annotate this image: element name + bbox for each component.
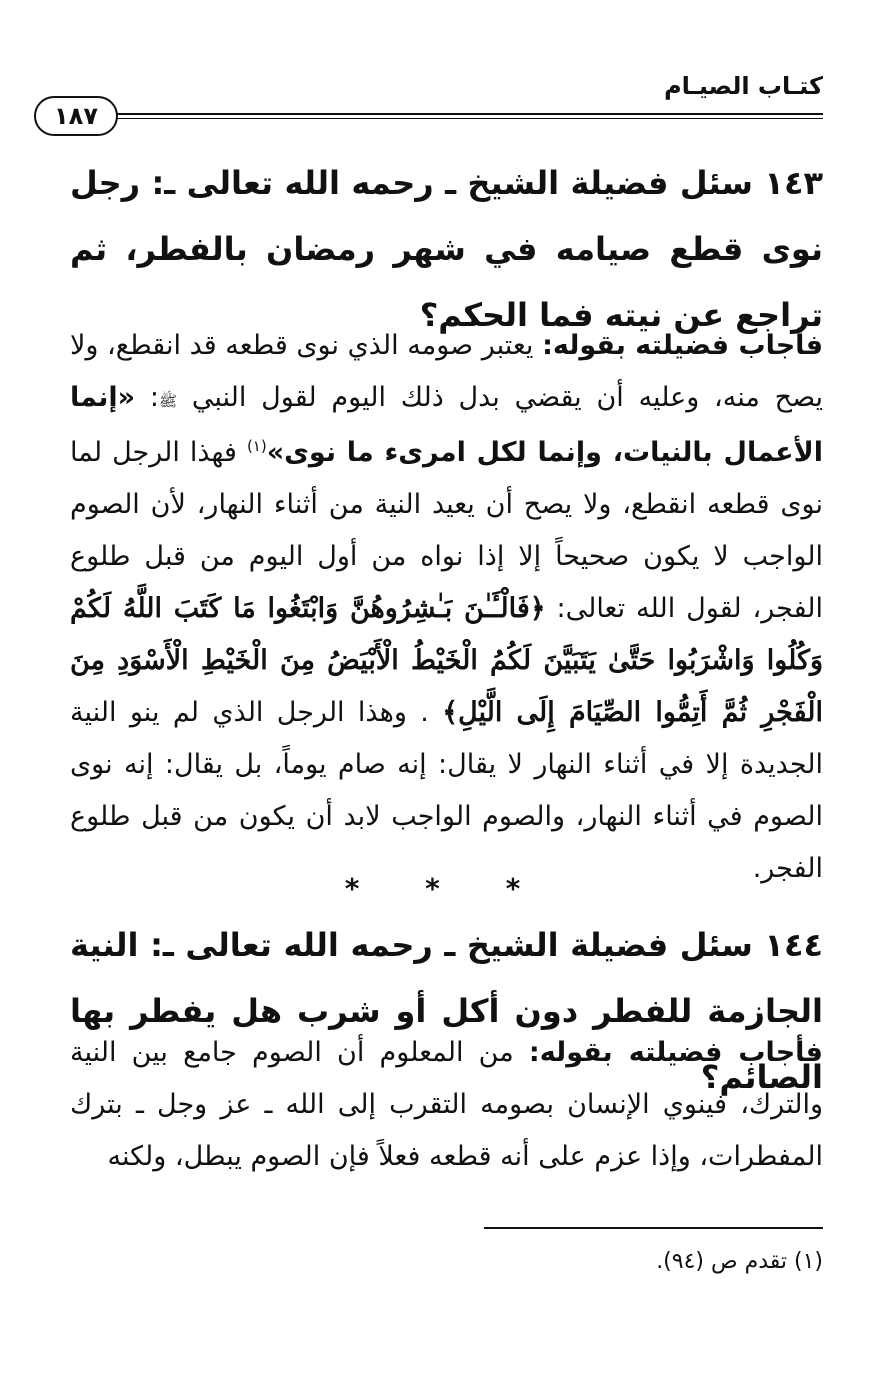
footnote: (١) تقدم ص (٩٤). xyxy=(656,1249,823,1274)
quran-verse: ﴿فَالْـَٔـٰنَ بَـٰشِرُوهُنَّ وَابْتَغُوا مَا كَتَبَ اللَّهُ لَكُمْ وَكُلُوا وَاشْرَبُوا حَتَّىٰ يَتَبَيَّنَ لَكُمُ الْخَيْطُ الْأَبْيَضُ مِنَ الْخَيْطِ الْأَسْوَدِ مِنَ الْفَجْرِ ثُمَّ أَتِمُّوا الصِّيَامَ إِلَى الَّيْلِ﴾ xyxy=(70,593,823,728)
hadith-quote: «إنما الأعمال بالنيات، وإنما لكل امرىء ما نوى» xyxy=(70,382,823,468)
answer-text: . وهذا الرجل الذي لم ينو النية الجديدة إلا في أثناء النهار لا يقال: إنه صام يوماً، بل يقال: إنه نوى الصوم في أثناء النهار، والصوم الواجب لابد أن يكون من قبل طلوع الفجر. xyxy=(70,697,823,884)
answer-label: فأجاب فضيلته بقوله: xyxy=(542,330,823,361)
header-rule xyxy=(115,113,823,115)
answer-text: يعتبر صومه الذي نوى قطعه قد انقطع، ولا يصح منه، وعليه أن يقضي بدل ذلك اليوم لقول النبي xyxy=(70,330,823,413)
footnote-ref: (١) xyxy=(246,437,267,455)
question-144: ١٤٤ سئل فضيلة الشيخ ـ رحمه الله تعالى ـ: النية الجازمة للفطر دون أكل أو شرب هل يفطر بها الصائم؟ xyxy=(70,926,823,1096)
answer-text: فهذا الرجل لما نوى قطعه انقطع، ولا يصح أن يعيد النية من أثناء النهار، لأن الصوم الواجب لا يكون صحيحاً إلا إذا نواه من أول اليوم من قبل طلوع الفجر، لقول الله تعالى: xyxy=(70,437,823,624)
salutation-glyph: ﷺ xyxy=(158,392,178,410)
question-143: ١٤٣ سئل فضيلة الشيخ ـ رحمه الله تعالى ـ: رجل نوى قطع صيامه في شهر رمضان بالفطر، ثم تراجع عن نيته فما الحكم؟ xyxy=(70,164,823,334)
answer-text: من المعلوم أن الصوم جامع بين النية والترك، فينوي الإنسان بصومه التقرب إلى الله ـ عز وجل ـ بترك المفطرات، وإذا عزم على أنه قطعه فعلاً فإن الصوم يبطل، ولكنه xyxy=(70,1037,823,1172)
header-rule-thin xyxy=(115,118,823,119)
page-number: ١٨٧ xyxy=(34,96,118,136)
footnote-rule xyxy=(484,1227,823,1229)
answer-144 xyxy=(70,1027,823,1183)
section-separator: * * * xyxy=(344,872,549,905)
answer-143: فأجاب فضيلته بقوله: يعتبر صومه الذي نوى قطعه قد انقطع، ولا يصح منه، وعليه أن يقضي بدل ذلك اليوم لقول النبي ﷺ: «إنما الأعمال بالنيات، وإنما لكل امرىء ما نوى»$^{(١)}$ فهذا الرجل لما نوى قطعه انقطع، ولا يصح أن يعيد النية من أثناء النهار، لأن الصوم الواجب لا يكون صحيحاً إلا إذا نواه من أول اليوم من قبل طلوع الفجر، لقول الله تعالى: ﴿فَالْـَٔـٰنَ بَـٰشِرُوهُنَّ وَابْتَغُوا مَا كَتَبَ اللَّهُ لَكُمْ وَكُلُوا وَاشْرَبُوا حَتَّىٰ يَتَبَيَّنَ لَكُمُ الْخَيْطُ الْأَبْيَضُ مِنَ الْخَيْطِ الْأَسْوَدِ مِنَ الْفَجْرِ ثُمَّ أَتِمُّوا الصِّيَامَ إِلَى الَّيْلِ﴾ . وهذا الرجل الذي لم ينو النية الجديدة إلا في أثناء النهار لا يقال: إنه صام يوماً، بل يقال: إنه نوى الصوم في أثناء النهار، والصوم الواجب لابد أن يكون من قبل طلوع الفجر. xyxy=(70,330,823,884)
answer-label: فأجاب فضيلته بقوله: xyxy=(528,1037,823,1068)
running-title: كتـاب الصيـام xyxy=(664,72,823,100)
